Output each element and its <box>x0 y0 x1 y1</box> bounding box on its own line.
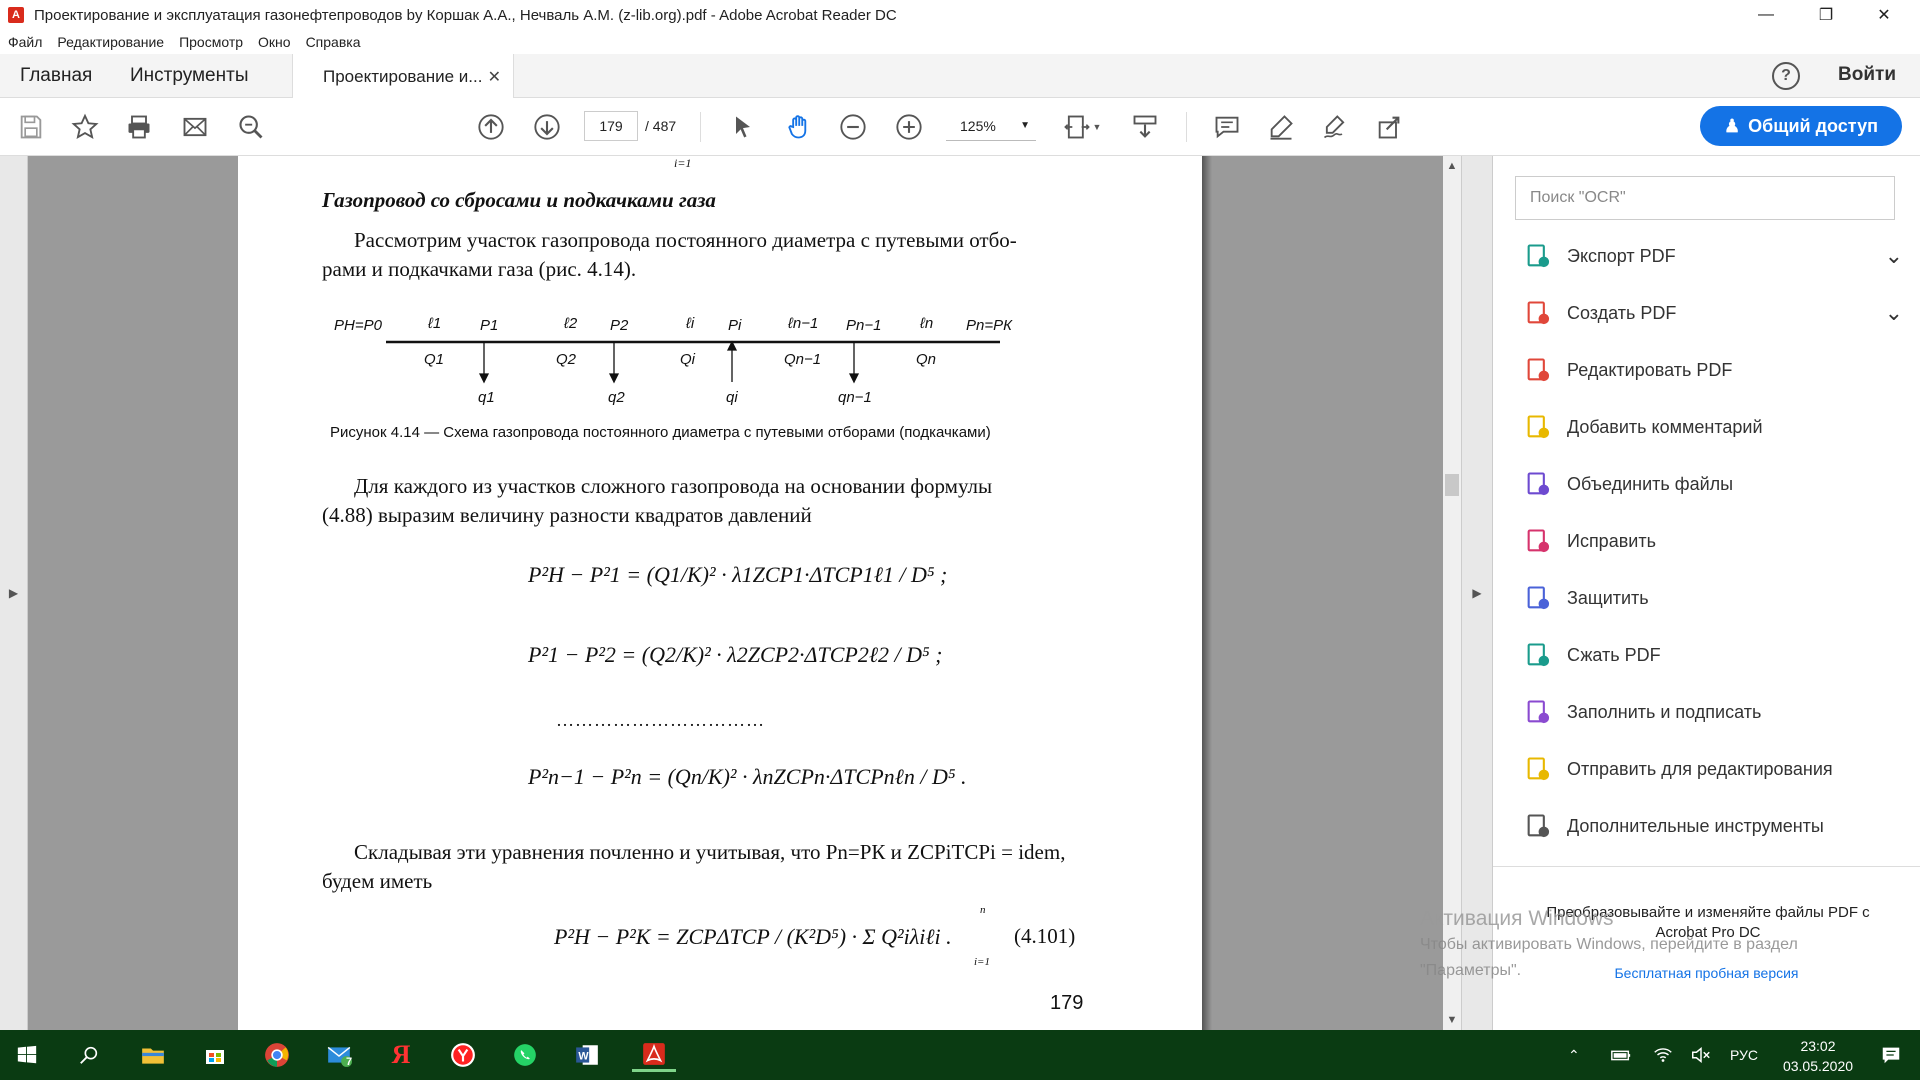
tool-item-more-tools[interactable] <box>1523 806 1903 846</box>
comment-icon <box>1523 412 1553 442</box>
scheme-offtake-label: q1 <box>478 389 495 406</box>
acrobat-app-icon: A <box>8 7 24 23</box>
tab-document[interactable] <box>292 54 514 99</box>
comment-icon[interactable] <box>1210 110 1244 144</box>
scheme-flow-label: Qi <box>680 351 695 368</box>
share-label: Общий доступ <box>1748 115 1878 136</box>
scrollbar-thumb[interactable] <box>1445 474 1459 496</box>
notifications-icon[interactable] <box>1880 1030 1902 1080</box>
toolbar-divider <box>700 112 701 142</box>
protect-icon <box>1523 583 1553 613</box>
page-up-icon[interactable] <box>474 110 508 144</box>
equation: P²Н − P²1 = (Q1/K)² · λ1ZCP1·ΔTCP1ℓ1 / D⁵ ; <box>528 562 948 587</box>
menu-file[interactable]: Файл <box>8 34 43 50</box>
paragraph-line: Для каждого из участков сложного газопровода на основании формулы <box>354 474 993 498</box>
tool-item-label: Дополнительные инструменты <box>1567 815 1824 836</box>
menu-window[interactable]: Окно <box>258 34 291 50</box>
file-explorer-icon[interactable] <box>136 1038 170 1072</box>
watermark-line: "Параметры". <box>1420 962 1522 979</box>
scheme-flow-label: Q1 <box>424 351 445 368</box>
watermark-line: Чтобы активировать Windows, перейдите в раздел <box>1420 936 1798 953</box>
sum-lower-limit: i=1 <box>974 956 990 968</box>
edit-pdf-icon <box>1523 355 1553 385</box>
zoom-value: 125% <box>960 117 996 134</box>
scheme-top-label: PН=P0 <box>334 317 382 334</box>
scheme-top-label: ℓ2 <box>564 315 578 332</box>
page-fit-icon[interactable] <box>1060 110 1094 144</box>
tool-item-fix[interactable] <box>1523 521 1903 561</box>
help-icon[interactable]: ? <box>1772 62 1800 90</box>
scheme-top-label: ℓ1 <box>428 315 442 332</box>
add-user-icon: ♟ <box>1724 115 1741 136</box>
tool-item-label: Исправить <box>1567 530 1656 551</box>
menu-bar <box>0 30 1920 54</box>
volume-muted-icon[interactable] <box>1690 1030 1712 1080</box>
scheme-flow-label: Qn <box>916 351 937 368</box>
paragraph-line: Складывая эти уравнения почленно и учитывая, что Pn=PК и ZCPiTCPi = idem, <box>354 840 1066 864</box>
wifi-icon[interactable] <box>1652 1030 1674 1080</box>
scheme-top-label: P2 <box>610 317 629 334</box>
tab-document-label: Проектирование и... <box>323 66 483 86</box>
page-fit-dropdown-icon[interactable]: ▼ <box>1092 122 1102 132</box>
zoom-select[interactable] <box>946 111 1036 141</box>
tool-item-combine[interactable] <box>1523 464 1903 504</box>
export-pdf-icon <box>1523 241 1553 271</box>
tool-item-edit-pdf[interactable] <box>1523 350 1903 390</box>
right-panel-toggle[interactable] <box>1461 156 1493 1030</box>
paragraph-line: рами и подкачками газа (рис. 4.14). <box>322 257 637 281</box>
minimize-button[interactable]: — <box>1758 6 1774 23</box>
toolbar <box>0 98 1920 156</box>
section-title: Газопровод со сбросами и подкачками газа <box>322 188 716 212</box>
scroll-mode-icon[interactable] <box>1128 110 1162 144</box>
edit-send-icon[interactable] <box>1372 110 1406 144</box>
highlight-pen-icon[interactable] <box>1264 110 1298 144</box>
scheme-offtake-label: q2 <box>608 389 625 406</box>
yandex-browser-icon[interactable] <box>446 1038 480 1072</box>
scheme-top-label: Pn=PК <box>966 317 1012 334</box>
create-pdf-icon <box>1523 298 1553 328</box>
hand-tool-icon[interactable] <box>782 110 816 144</box>
close-window-button[interactable]: ✕ <box>1877 7 1891 24</box>
tool-item-label: Добавить комментарий <box>1567 416 1763 437</box>
tool-item-export-pdf[interactable] <box>1523 236 1903 276</box>
paragraph-line: (4.88) выразим величину разности квадратов давлений <box>322 503 812 527</box>
tray-overflow-icon[interactable]: ⌃ <box>1568 1046 1580 1063</box>
ellipsis-line: …………………………… <box>556 710 765 730</box>
tool-item-label: Экспорт PDF <box>1567 245 1676 266</box>
tool-item-protect[interactable] <box>1523 578 1903 618</box>
page-number: 179 <box>1050 992 1084 1014</box>
find-zoom-icon[interactable] <box>234 110 268 144</box>
compress-icon <box>1523 640 1553 670</box>
tab-tools[interactable]: Инструменты <box>130 65 249 86</box>
email-icon[interactable] <box>178 110 212 144</box>
paragraph-line: Рассмотрим участок газопровода постоянного диаметра с путевыми отбо- <box>354 228 1017 252</box>
pdf-page <box>238 156 1206 1030</box>
offtake-arrowhead <box>610 374 618 382</box>
share-button[interactable] <box>1700 106 1902 146</box>
svg-text:W: W <box>578 1050 589 1063</box>
windows-activation-watermark <box>1420 906 1798 984</box>
scheme-flow-label: Q2 <box>556 351 577 368</box>
tool-item-label: Заполнить и подписать <box>1567 701 1762 722</box>
search-icon[interactable] <box>72 1038 106 1072</box>
scheme-flow-label: Qn−1 <box>784 351 822 368</box>
tool-item-label: Сжать PDF <box>1567 644 1661 665</box>
store-icon[interactable] <box>198 1038 232 1072</box>
equation-number: (4.101) <box>1014 924 1076 948</box>
menu-edit[interactable]: Редактирование <box>57 34 165 50</box>
ocr-search-input[interactable]: Поиск "OCR" <box>1515 176 1895 220</box>
mail-badge: 7 <box>346 1056 353 1068</box>
tool-item-fill-sign[interactable] <box>1523 692 1903 732</box>
sign-icon[interactable] <box>1318 110 1352 144</box>
chevron-down-icon[interactable]: ⌄ <box>1884 243 1903 268</box>
left-panel-toggle[interactable] <box>0 156 28 1030</box>
zoom-out-icon[interactable] <box>836 110 870 144</box>
offtake-arrowhead <box>480 374 488 382</box>
windows-start-icon[interactable] <box>10 1038 44 1072</box>
yandex-icon[interactable]: Я <box>391 1040 411 1069</box>
menu-help[interactable]: Справка <box>305 34 361 50</box>
window-title: Проектирование и эксплуатация газонефтепроводов by Коршак А.А., Нечваль А.М. (z-lib.org).pdf - Adobe Acrobat Reader DC <box>34 6 897 24</box>
acrobat-taskbar-icon[interactable] <box>632 1038 676 1072</box>
bookmark-star-icon[interactable] <box>68 110 102 144</box>
top-fragment: i=1 <box>674 156 692 170</box>
tool-item-label: Объединить файлы <box>1567 473 1734 494</box>
vertical-scrollbar[interactable] <box>1443 156 1461 1030</box>
equation: P²Н − P²К = ZCPΔTCP / (K²D⁵) · Σ Q²iλiℓi . <box>554 924 952 949</box>
tool-item-label: Защитить <box>1567 587 1649 608</box>
page-edge-shadow <box>1202 156 1212 1030</box>
tool-item-label: Редактировать PDF <box>1567 359 1733 380</box>
tool-item-label: Создать PDF <box>1567 302 1677 323</box>
scheme-top-label: ℓn <box>920 315 934 332</box>
page-total: / 487 <box>645 118 677 134</box>
restore-button[interactable]: ❐ <box>1818 7 1834 24</box>
promo-text: Преобразовывайте и изменяйте файлы PDF с Acrobat Pro DC <box>1546 904 1870 941</box>
print-icon[interactable] <box>122 110 156 144</box>
close-tab-icon[interactable]: ✕ <box>487 68 501 86</box>
free-trial-link[interactable]: Бесплатная пробная версия <box>1614 965 1799 981</box>
tool-item-create-pdf[interactable] <box>1523 293 1903 333</box>
select-cursor-icon[interactable] <box>726 110 760 144</box>
pipeline-scheme-diagram <box>328 306 1058 406</box>
scheme-offtake-label: qn−1 <box>838 389 872 406</box>
login-button[interactable]: Войти <box>1838 64 1896 85</box>
watermark-title: Активация Windows <box>1420 907 1614 930</box>
clock-date: 03.05.2020 <box>1782 1058 1854 1074</box>
tab-home[interactable]: Главная <box>20 65 93 86</box>
fill-sign-icon <box>1523 697 1553 727</box>
word-icon[interactable] <box>570 1038 604 1072</box>
tab-bar <box>0 54 1920 98</box>
scheme-top-label: ℓi <box>686 315 695 332</box>
scroll-up-icon[interactable]: ▲ <box>1446 160 1458 172</box>
send-icon <box>1523 754 1553 784</box>
chevron-right-icon: ▶ <box>1472 586 1482 600</box>
chevron-down-icon: ▼ <box>1020 120 1030 131</box>
toolbar-divider <box>1186 112 1187 142</box>
tool-item-label: Отправить для редактирования <box>1567 758 1833 779</box>
language-indicator[interactable]: РУС <box>1730 1047 1759 1063</box>
chevron-down-icon[interactable]: ⌄ <box>1884 300 1903 325</box>
scheme-offtake-label: qi <box>726 389 738 406</box>
window-title-bar <box>0 0 1920 30</box>
page-down-icon[interactable] <box>530 110 564 144</box>
tool-item-compress[interactable] <box>1523 635 1903 675</box>
taskbar-clock[interactable] <box>1770 1036 1866 1076</box>
battery-icon[interactable] <box>1610 1030 1632 1080</box>
mail-icon[interactable] <box>322 1038 356 1072</box>
zoom-in-icon[interactable] <box>892 110 926 144</box>
tool-item-comment[interactable] <box>1523 407 1903 447</box>
tools-panel <box>1493 156 1920 1030</box>
sum-upper-limit: n <box>980 904 986 916</box>
equation: P²1 − P²2 = (Q2/K)² · λ2ZCP2·ΔTCP2ℓ2 / D⁵ ; <box>528 642 943 667</box>
chevron-right-icon: ▶ <box>8 586 19 600</box>
scheme-top-label: Pn−1 <box>846 317 882 334</box>
chrome-icon[interactable] <box>260 1038 294 1072</box>
save-icon[interactable] <box>14 110 48 144</box>
more-tools-icon <box>1523 811 1553 841</box>
equation: P²n−1 − P²n = (Qn/K)² · λnZCPn·ΔTCPnℓn / D⁵ . <box>528 764 967 789</box>
windows-taskbar <box>0 1030 1920 1080</box>
tool-item-send[interactable] <box>1523 749 1903 789</box>
whatsapp-icon[interactable] <box>508 1038 542 1072</box>
menu-view[interactable]: Просмотр <box>179 34 244 50</box>
paragraph-line: будем иметь <box>322 869 433 893</box>
combine-icon <box>1523 469 1553 499</box>
page-number-input[interactable]: 179 <box>584 111 638 141</box>
scheme-top-label: Pi <box>728 317 742 334</box>
figure-caption: Рисунок 4.14 — Схема газопровода постоянного диаметра с путевыми отборами (подкачками) <box>330 424 991 441</box>
clock-time: 23:02 <box>1800 1038 1836 1054</box>
scheme-top-label: ℓn−1 <box>788 315 819 332</box>
scheme-top-label: P1 <box>480 317 499 334</box>
fix-icon <box>1523 526 1553 556</box>
scroll-down-icon[interactable]: ▼ <box>1446 1014 1458 1026</box>
offtake-arrowhead <box>850 374 858 382</box>
